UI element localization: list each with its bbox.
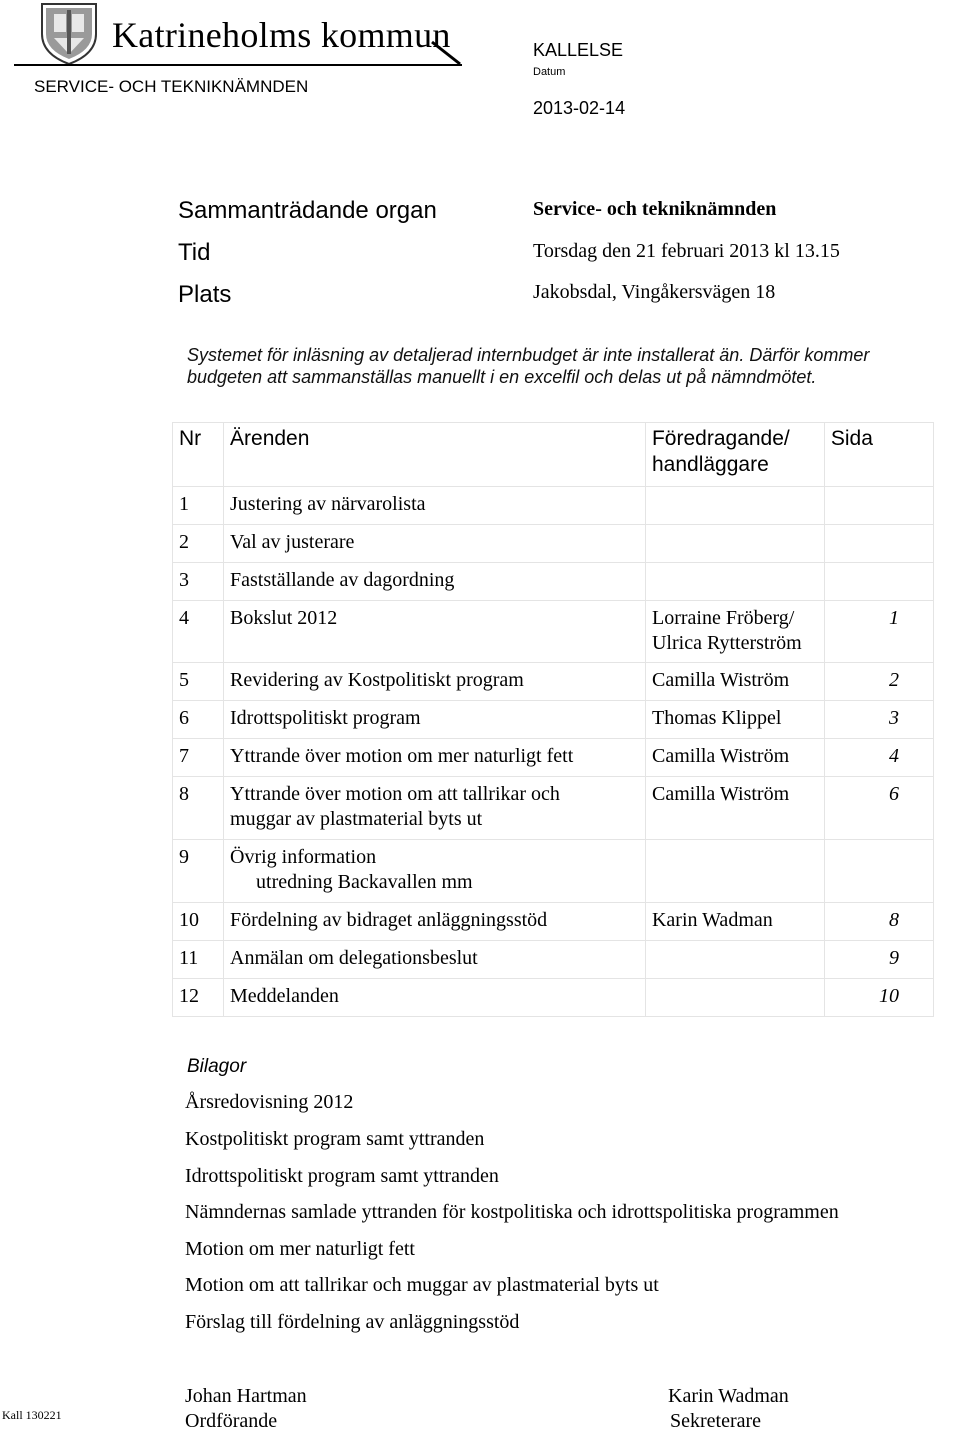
agenda-page (824, 487, 933, 525)
agenda-item: Justering av närvarolista (224, 487, 646, 525)
place-label: Plats (178, 281, 232, 308)
agenda-presenter: Camilla Wiström (645, 777, 824, 840)
agenda-row (173, 701, 934, 739)
agenda-page (824, 563, 933, 601)
attachment-item: Förslag till fördelning av anläggningsstöd (185, 1311, 520, 1333)
header-presenter (645, 423, 824, 487)
budget-note-line: budgeten att sammanställas manuellt i en excelfil och delas ut på nämndmötet. (187, 367, 817, 387)
agenda-row (173, 663, 934, 701)
attachment-item: Idrottspolitiskt program samt yttranden (185, 1165, 499, 1187)
agenda-item: Revidering av Kostpolitiskt program (224, 663, 646, 701)
header-presenter-line2: handläggare (651, 453, 769, 476)
agenda-item: Meddelanden (224, 979, 646, 1017)
agenda-row (173, 840, 934, 903)
agenda-presenter (645, 941, 824, 979)
attachment-item: Motion om att tallrikar och muggar av plastmaterial byts ut (185, 1274, 659, 1296)
agenda-nr: 12 (173, 979, 224, 1017)
agenda-item (224, 777, 646, 840)
agenda-page: 10 (824, 979, 933, 1017)
logo-wordmark: Katrineholms kommun (112, 15, 451, 55)
agenda-presenter (645, 979, 824, 1017)
agenda-header-row (173, 423, 934, 487)
logo-swoosh-decoration (430, 40, 464, 66)
agenda-nr: 9 (173, 840, 224, 903)
chair-name: Johan Hartman (185, 1385, 307, 1407)
agenda-row (173, 487, 934, 525)
agenda-row (173, 979, 934, 1017)
attachment-item: Motion om mer naturligt fett (185, 1238, 415, 1260)
document-date: 2013-02-14 (533, 98, 626, 118)
agenda-item: Yttrande över motion om mer naturligt fett (224, 739, 646, 777)
agenda-presenter (645, 525, 824, 563)
agenda-row (173, 941, 934, 979)
agenda-page: 3 (824, 701, 933, 739)
agenda-nr: 4 (173, 601, 224, 663)
agenda-nr: 8 (173, 777, 224, 840)
agenda-nr: 6 (173, 701, 224, 739)
department-name: SERVICE- OCH TEKNIKNÄMNDEN (34, 77, 309, 96)
agenda-page: 4 (824, 739, 933, 777)
organ-value: Service- och tekniknämnden (533, 198, 777, 220)
agenda-item (224, 840, 646, 903)
time-label: Tid (178, 239, 211, 266)
agenda-nr: 2 (173, 525, 224, 563)
agenda-presenter (645, 563, 824, 601)
agenda-item-line2: muggar av plastmaterial byts ut (230, 808, 483, 830)
agenda-page (824, 525, 933, 563)
agenda-item-line1: Övrig information (230, 846, 377, 868)
time-value: Torsdag den 21 februari 2013 kl 13.15 (533, 240, 840, 262)
agenda-page: 6 (824, 777, 933, 840)
agenda-page: 8 (824, 903, 933, 941)
agenda-page: 2 (824, 663, 933, 701)
agenda-nr: 1 (173, 487, 224, 525)
agenda-presenter: Karin Wadman (645, 903, 824, 941)
header-items: Ärenden (224, 423, 646, 487)
agenda-table (172, 422, 934, 1017)
agenda-page: 1 (824, 601, 933, 663)
agenda-page (824, 840, 933, 903)
agenda-presenter (645, 487, 824, 525)
agenda-nr: 11 (173, 941, 224, 979)
agenda-presenter (645, 840, 824, 903)
header-presenter-line1: Föredragande/ (651, 427, 790, 450)
agenda-item: Anmälan om delegationsbeslut (224, 941, 646, 979)
agenda-item: Val av justerare (224, 525, 646, 563)
agenda-page: 9 (824, 941, 933, 979)
agenda-presenter: Thomas Klippel (645, 701, 824, 739)
agenda-item: Fastställande av dagordning (224, 563, 646, 601)
agenda-presenter (645, 601, 824, 663)
agenda-presenter: Camilla Wiström (645, 663, 824, 701)
agenda-presenter-line2: Ulrica Rytterström (651, 632, 802, 654)
logo-underline (14, 64, 462, 66)
agenda-item: Idrottspolitiskt program (224, 701, 646, 739)
document-type: KALLELSE (533, 40, 624, 60)
attachment-item: Årsredovisning 2012 (185, 1091, 354, 1113)
header-page: Sida (824, 423, 933, 487)
agenda-row (173, 739, 934, 777)
place-value: Jakobsdal, Vingåkersvägen 18 (533, 281, 776, 303)
agenda-item: Fördelning av bidraget anläggningsstöd (224, 903, 646, 941)
attachment-item: Kostpolitiskt program samt yttranden (185, 1128, 485, 1150)
agenda-nr: 5 (173, 663, 224, 701)
agenda-item: Bokslut 2012 (224, 601, 646, 663)
agenda-nr: 7 (173, 739, 224, 777)
secretary-title: Sekreterare (670, 1410, 762, 1432)
document-code: Kall 130221 (2, 1408, 62, 1422)
agenda-row (173, 903, 934, 941)
agenda-presenter-line1: Lorraine Fröberg/ (651, 607, 795, 629)
agenda-item-line1: Yttrande över motion om att tallrikar och (230, 783, 560, 805)
agenda-row (173, 777, 934, 840)
agenda-row (173, 525, 934, 563)
header-nr: Nr (173, 423, 224, 487)
organ-label: Sammanträdande organ (178, 197, 437, 224)
agenda-presenter: Camilla Wiström (645, 739, 824, 777)
agenda-nr: 3 (173, 563, 224, 601)
budget-note (187, 344, 957, 388)
agenda-row (173, 601, 934, 663)
coat-of-arms-logo (34, 0, 104, 66)
agenda-nr: 10 (173, 903, 224, 941)
chair-title: Ordförande (185, 1410, 278, 1432)
secretary-name: Karin Wadman (668, 1385, 789, 1407)
date-label: Datum (533, 66, 566, 78)
budget-note-line: Systemet för inläsning av detaljerad internbudget är inte installerat än. Därför kommer (187, 345, 870, 365)
attachment-item: Nämndernas samlade yttranden för kostpolitiska och idrottspolitiska programmen (185, 1201, 839, 1223)
agenda-row (173, 563, 934, 601)
attachments-title: Bilagor (187, 1056, 247, 1077)
agenda-item-line2: utredning Backavallen mm (256, 871, 473, 893)
